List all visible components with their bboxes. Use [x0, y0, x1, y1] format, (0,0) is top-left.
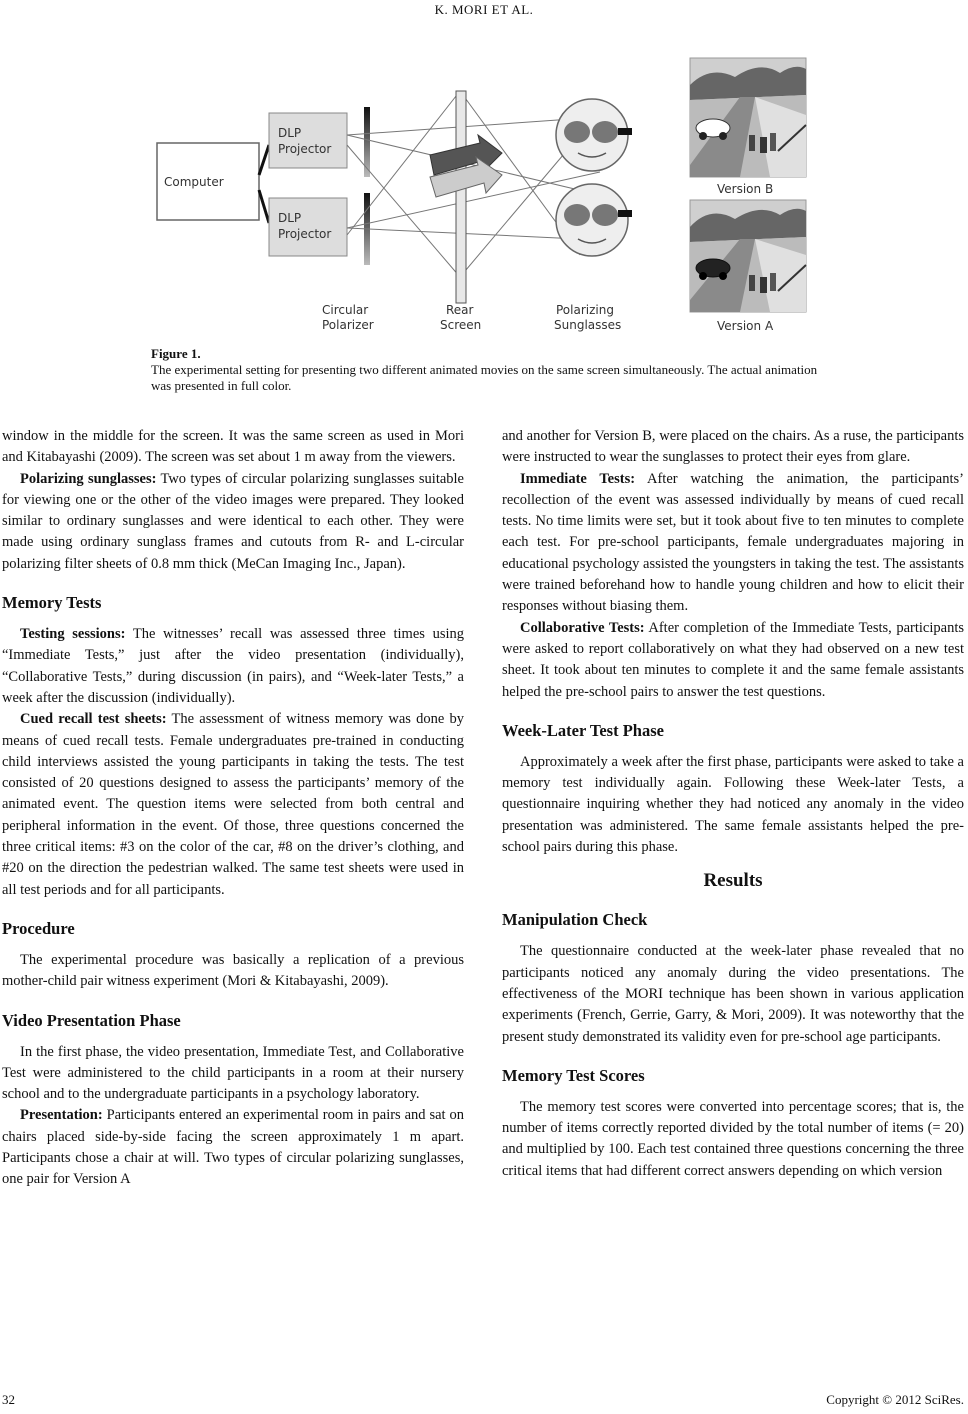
paragraph — [2, 624, 464, 709]
section-heading: Manipulation Check — [502, 910, 648, 930]
version-a-label: Version A — [717, 319, 774, 333]
section-heading: Procedure — [2, 918, 75, 938]
screen-label-2: Screen — [440, 318, 482, 332]
paragraph — [2, 1105, 464, 1190]
figure-caption-label: Figure 1. — [151, 346, 201, 361]
paragraph: The experimental procedure was basically a replication of a previous mother-child pair witness experiment (Mori & Kitabayashi, 2009). — [2, 951, 464, 990]
paragraph-text: The assessment of witness memory was done by means of cued recall tests. Female undergraduates pre-trained in conducting child interviews assisted the young participants in taking the tests. The test consisted of 20 questions designed to assess the participants’ memory of the animated event. The question items were selected from both central and peripheral information in the event. Of those, three questions concerned the three critical items: #3 on the color of the car, #8 on the driver’s clothing, and #20 on the direction the pedestrian walked. The same test sheets were used in all test periods and for all participants. — [2, 711, 464, 898]
experimental-setup-diagram — [150, 55, 830, 345]
version-b-label: Version B — [717, 182, 774, 196]
run-in-heading: Polarizing sunglasses: — [20, 470, 157, 487]
paragraph-text: After watching the animation, the participants’ recollection of the event was assessed individually by means of cued recall tests. No time limits were set, but it took about five to ten minutes to complete each test. For pre-school participants, female undergraduates majoring in educational psychology assisted the youngsters in taking the test. The assistants were trained beforehand how to handle young children and how to elicit their responses without biasing them. — [502, 470, 964, 615]
rear-screen — [456, 91, 466, 303]
paragraph — [502, 618, 964, 703]
polarizer-label-2: Polarizer — [322, 318, 374, 332]
computer-label: Computer — [164, 175, 224, 189]
paragraph: The questionnaire conducted at the week-later phase revealed that no participants noticed any anomaly during the video presentations. The effectiveness of the MORI technique has been shown in various application experiments (French, Gerrie, Garry, & Mori, 2009). It was noteworthy that the present study demonstrated its validity even for pre-school age participants. — [502, 943, 964, 1045]
run-in-heading: Collaborative Tests: — [520, 619, 645, 636]
figure-caption-text: The experimental setting for presenting two different animated movies on the same screen simultaneously. The actual animation was presented in full color. — [151, 362, 818, 393]
face-top — [556, 99, 632, 171]
right-column — [502, 426, 964, 1182]
paragraph-text: After completion of the Immediate Tests, participants were asked to report collaboratively on what they had observed on a new test sheet. It took about ten minutes to complete it and the same female assistants helped the pre-school pairs to answer the test questions. — [502, 619, 964, 700]
paragraph: Approximately a week after the first phase, participants were asked to take a memory test individually again. Following these Week-later Tests, a questionnaire inquiring whether they had noticed any anomaly in the video presentation was administered. The same female assistants helped the pre-school pairs during this phase. — [502, 753, 964, 856]
projector-top-label-2: Projector — [278, 142, 332, 156]
left-column — [2, 426, 464, 1191]
run-in-heading: Cued recall test sheets: — [20, 711, 167, 728]
screen-label-1: Rear — [446, 303, 474, 317]
paragraph-text: Participants entered an experimental room in pairs and sat on chairs placed side-by-side facing the screen approximately 1 m apart. Participants chose a chair at will. Two types of circular polarizing sunglasses, one pair for Version A — [2, 1107, 464, 1188]
version-b-image — [690, 58, 806, 177]
paragraph — [2, 709, 464, 901]
connector-top — [259, 145, 269, 175]
paragraph: In the first phase, the video presentation, Immediate Test, and Collaborative Test were administered to the child participants in a room at their nursery school and to the undergraduate participants in a psychology laboratory. — [2, 1043, 464, 1103]
major-heading-results: Results — [703, 870, 763, 892]
version-a-image — [690, 200, 806, 312]
paragraph-text: Two types of circular polarizing sunglasses suitable for viewing one or the other of the video images were prepared. They looked similar to ordinary sunglasses and were identical to each other. They were made using ordinary sunglass frames and cutouts from R- and L-circular polarizing filter sheets of 0.8 mm thick (MeCan Imaging Inc., Japan). — [2, 470, 464, 572]
paragraph: The memory test scores were converted into percentage scores; that is, the number of items correctly reported divided by the total number of items (= 20) and multiplied by 100. Each test contained three questions concerning the three critical items that had different correct answers depending on which version — [502, 1098, 964, 1179]
run-in-heading: Testing sessions: — [20, 626, 126, 643]
run-in-heading: Immediate Tests: — [520, 470, 636, 487]
section-heading: Week-Later Test Phase — [502, 720, 664, 740]
sunglasses-label-2: Sunglasses — [554, 318, 622, 332]
paragraph-text: The witnesses’ recall was assessed three times using “Immediate Tests,” just after the video presentation (individually), “Collaborative Tests,” during discussion (in pairs), and “Week-later Tests,” a week after the discussion (individually). — [2, 626, 464, 706]
figure-1 — [150, 55, 830, 345]
polarizer-label-1: Circular — [322, 303, 369, 317]
figure-caption — [151, 346, 831, 394]
copyright-notice: Copyright © 2012 SciRes. — [826, 1392, 964, 1407]
section-heading: Memory Tests — [2, 593, 102, 613]
section-heading: Video Presentation Phase — [2, 1010, 181, 1030]
connector-bottom — [259, 190, 269, 223]
running-head: K. MORI ET AL. — [434, 2, 534, 17]
page-number: 32 — [2, 1392, 15, 1407]
section-heading: Memory Test Scores — [502, 1065, 645, 1085]
run-in-heading: Presentation: — [20, 1107, 103, 1124]
paragraph: window in the middle for the screen. It was the same screen as used in Mori and Kitabayashi (2009). The screen was set about 1 m away from the viewers. — [2, 428, 464, 466]
projector-top — [269, 113, 347, 168]
projector-bottom-label-2: Projector — [278, 227, 332, 241]
paragraph: and another for Version B, were placed on the chairs. As a ruse, the participants were instructed to wear the sunglasses to protect their eyes from glare. — [502, 428, 964, 466]
paragraph — [2, 469, 464, 575]
face-bottom — [556, 184, 632, 256]
sunglasses-label-1: Polarizing — [556, 303, 614, 317]
projector-bottom-label-1: DLP — [278, 211, 302, 225]
paragraph — [502, 469, 964, 618]
projector-top-label-1: DLP — [278, 126, 302, 140]
